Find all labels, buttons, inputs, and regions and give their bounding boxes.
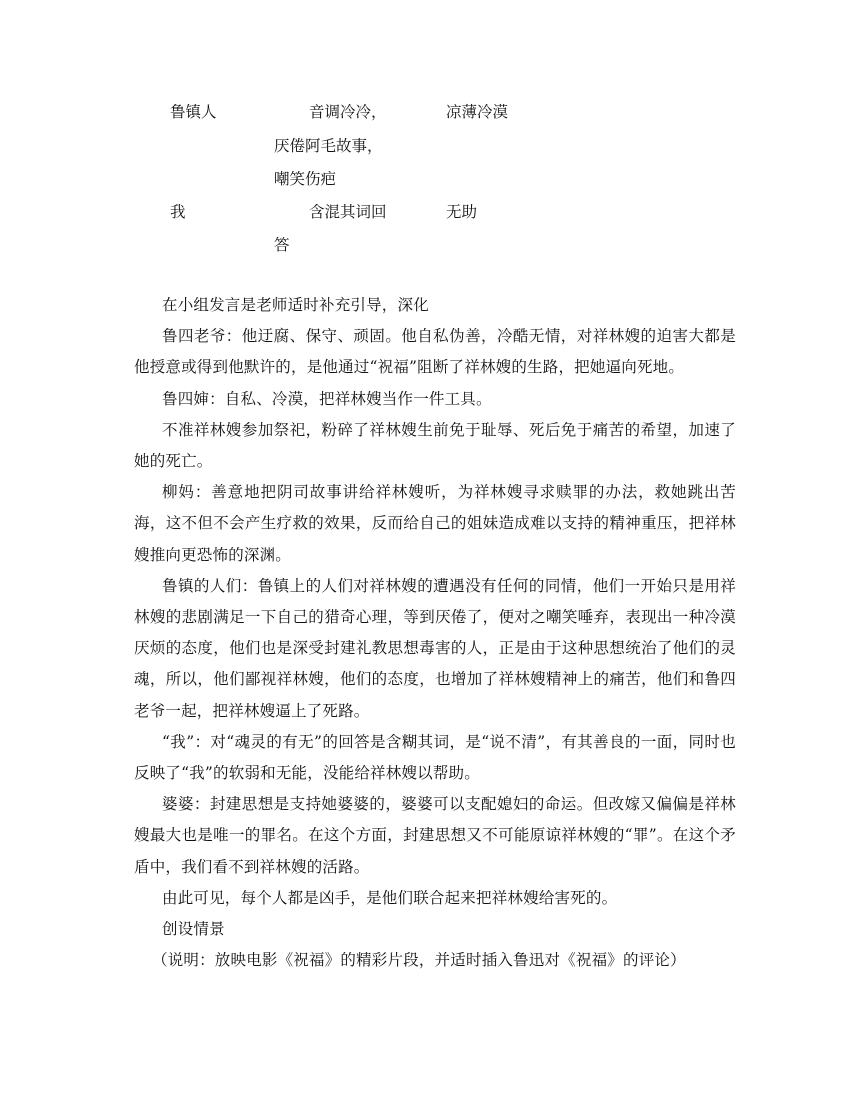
paragraph: 鲁四婶：自私、冷漠，把祥林嫂当作一件工具。 (162, 389, 492, 408)
paragraph: 鲁镇的人们：鲁镇上的人们对祥林嫂的遭遇没有任何的同情，他们一开始只是用祥林嫂的悲剧满足一下自己的猎奇心理，等到厌倦了，便对之嘲笑唾弃，表现出一种冷漠厌烦的态度，他们也是深受封建礼教思想毒害的人，正是由于这种思想统治了他们的灵魂，所以，他们鄙视祥林嫂，他们的态度，也增加了祥林嫂精神上的痛苦，他们和鲁四老爷一起，把祥林嫂逼上了死路。 (134, 576, 736, 720)
table-cell-person: 我 (170, 203, 186, 221)
paragraph: 由此可见，每个人都是凶手，是他们联合起来把祥林嫂给害死的。 (162, 888, 618, 907)
paragraph: 在小组发言是老师适时补充引导，深化 (162, 296, 429, 314)
note-paragraph: （说明：放映电影《祝福》的精彩片段，并适时插入鲁迅对《祝福》的评论） (152, 951, 686, 970)
table-cell-behavior: 厌倦阿毛故事， (274, 137, 383, 155)
table-cell-behavior: 嘲笑伤疤 (274, 170, 337, 188)
section-heading: 创设情景 (162, 920, 225, 939)
paragraph: 鲁四老爷：他迂腐、保守、顽固。他自私伪善，冷酷无情，对祥林嫂的迫害大都是他授意或得到他默许的，是他通过“祝福”阻断了祥林嫂的生路，把她逼向死地。 (134, 327, 736, 377)
paragraph: 婆婆：封建思想是支持她婆婆的，婆婆可以支配媳妇的命运。但改嫁又偏偏是祥林嫂最大也是唯一的罪名。在这个方面，封建思想又不可能原谅祥林嫂的“罪”。在这个矛盾中，我们看不到祥林嫂的活路。 (134, 795, 736, 876)
table-cell-behavior: 音调冷冷， (309, 103, 387, 121)
paragraph: 柳妈：善意地把阴司故事讲给祥林嫂听，为祥林嫂寻求赎罪的办法，救她跳出苦海，这不但不会产生疗救的效果，反而给自己的姐妹造成难以支持的精神重压，把祥林嫂推向更恐怖的深渊。 (134, 483, 736, 564)
table-cell-behavior: 答 (274, 236, 290, 254)
body-text (134, 290, 736, 976)
paragraph: 不准祥林嫂参加祭祀，粉碎了祥林嫂生前免于耻辱、死后免于痛苦的希望，加速了她的死亡。 (134, 420, 736, 471)
table-cell-person: 鲁镇人 (170, 103, 217, 121)
table-cell-attitude: 凉薄冷漠 (446, 103, 509, 121)
paragraph: “我”：对“魂灵的有无”的回答是含糊其词，是“说不清”，有其善良的一面，同时也反映了“我”的软弱和无能，没能给祥林嫂以帮助。 (134, 732, 736, 783)
table-cell-attitude: 无助 (446, 203, 478, 221)
table-cell-behavior: 含混其词回 (309, 203, 387, 221)
